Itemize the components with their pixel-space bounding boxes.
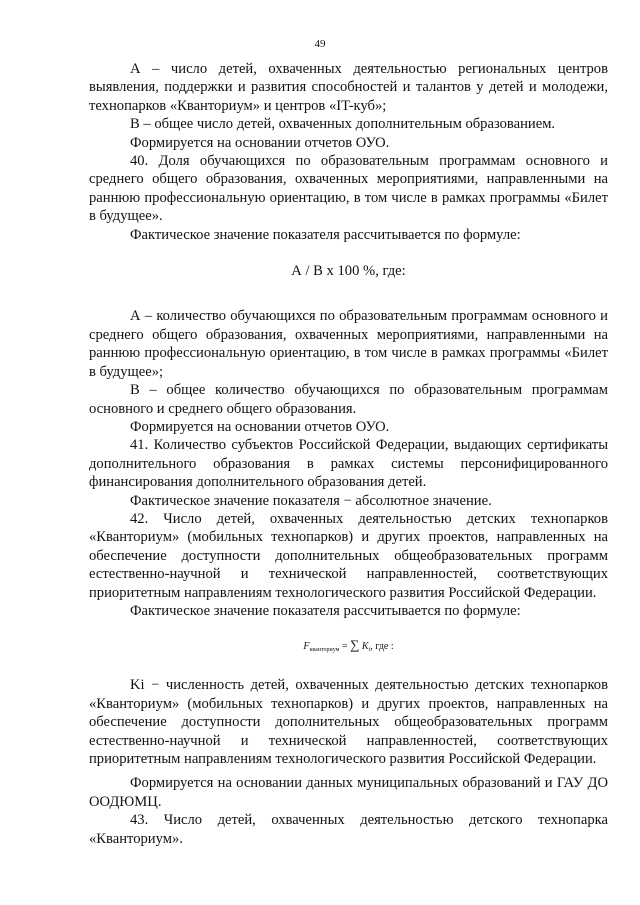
formula-f: F (303, 641, 310, 653)
formula-sigma: ∑ (350, 637, 360, 653)
paragraph-formula-intro: Фактическое значение показателя рассчитывается по формуле: (130, 226, 521, 243)
formula-tail: , где : (370, 641, 394, 653)
paragraph-b-definition-2: В – общее количество обучающихся по образовательным программам основного и среднего общего образования. (89, 382, 608, 417)
paragraph-item-40: 40. Доля обучающихся по образовательным программам основного и среднего общего образования, охваченных мероприятиями, направленными на раннюю профессиональную ориентацию, в том числе в рамках программы «Билет в будущее». (89, 153, 608, 225)
paragraph-item-43: 43. Число детей, охваченных деятельностью детского технопарка «Кванториум». (89, 812, 608, 847)
paragraph-item-42: 42. Число детей, охваченных деятельностью детских технопарков «Кванториум» (мобильных технопарков) и других проектов, направленных на обеспечение доступности дополнительных общеобразовательных программ естественно-научной и технической направленностей, соответствующих приоритетным направлениям технологического развития Российской Федерации. (89, 510, 608, 601)
paragraph-a-definition: А – число детей, охваченных деятельностью региональных центров выявления, поддержки и развития способностей и талантов у детей и молодежи, технопарков «Кванториум» и центров «IT-куб»; (89, 61, 608, 114)
formula-k-subscript: i (368, 647, 371, 654)
formula-sum-k (89, 639, 608, 656)
formula-a-div-b: А / В х 100 %, где: (291, 263, 406, 280)
formula-f-subscript: кванториум (309, 647, 340, 654)
page-number: 49 (314, 38, 326, 50)
formula-k: K (361, 641, 369, 653)
page-content (89, 60, 608, 848)
formula-equals: = (341, 641, 348, 653)
paragraph-ki-definition: Ki − численность детей, охваченных деятельностью детских технопарков «Кванториум» (мобильных технопарков) и других проектов, направленных на обеспечение доступности дополнительных общеобразовательных программ естественно-научной и технической направленностей, соответствующих приоритетным направлениям технологического развития Российской Федерации. (89, 677, 608, 767)
paragraph-a-definition-2: А – количество обучающихся по образовательным программам основного и среднего общего образования, охваченных мероприятиями, направленными на раннюю профессиональную ориентацию, в том числе в рамках программы «Билет в будущее»; (89, 308, 608, 380)
paragraph-absolute-value: Фактическое значение показателя − абсолютное значение. (130, 492, 492, 509)
paragraph-source-3: Формируется на основании данных муниципальных образований и ГАУ ДО ООДЮМЦ. (89, 775, 608, 810)
paragraph-formula-intro-2: Фактическое значение показателя рассчитывается по формуле: (130, 602, 521, 619)
paragraph-source: Формируется на основании отчетов ОУО. (130, 134, 390, 151)
paragraph-item-41: 41. Количество субъектов Российской Федерации, выдающих сертификаты дополнительного образования в рамках системы персонифицированного финансирования дополнительного образования детей. (89, 437, 608, 491)
paragraph-b-definition: В – общее число детей, охваченных дополнительным образованием. (130, 116, 556, 133)
paragraph-source-2: Формируется на основании отчетов ОУО. (130, 418, 390, 435)
